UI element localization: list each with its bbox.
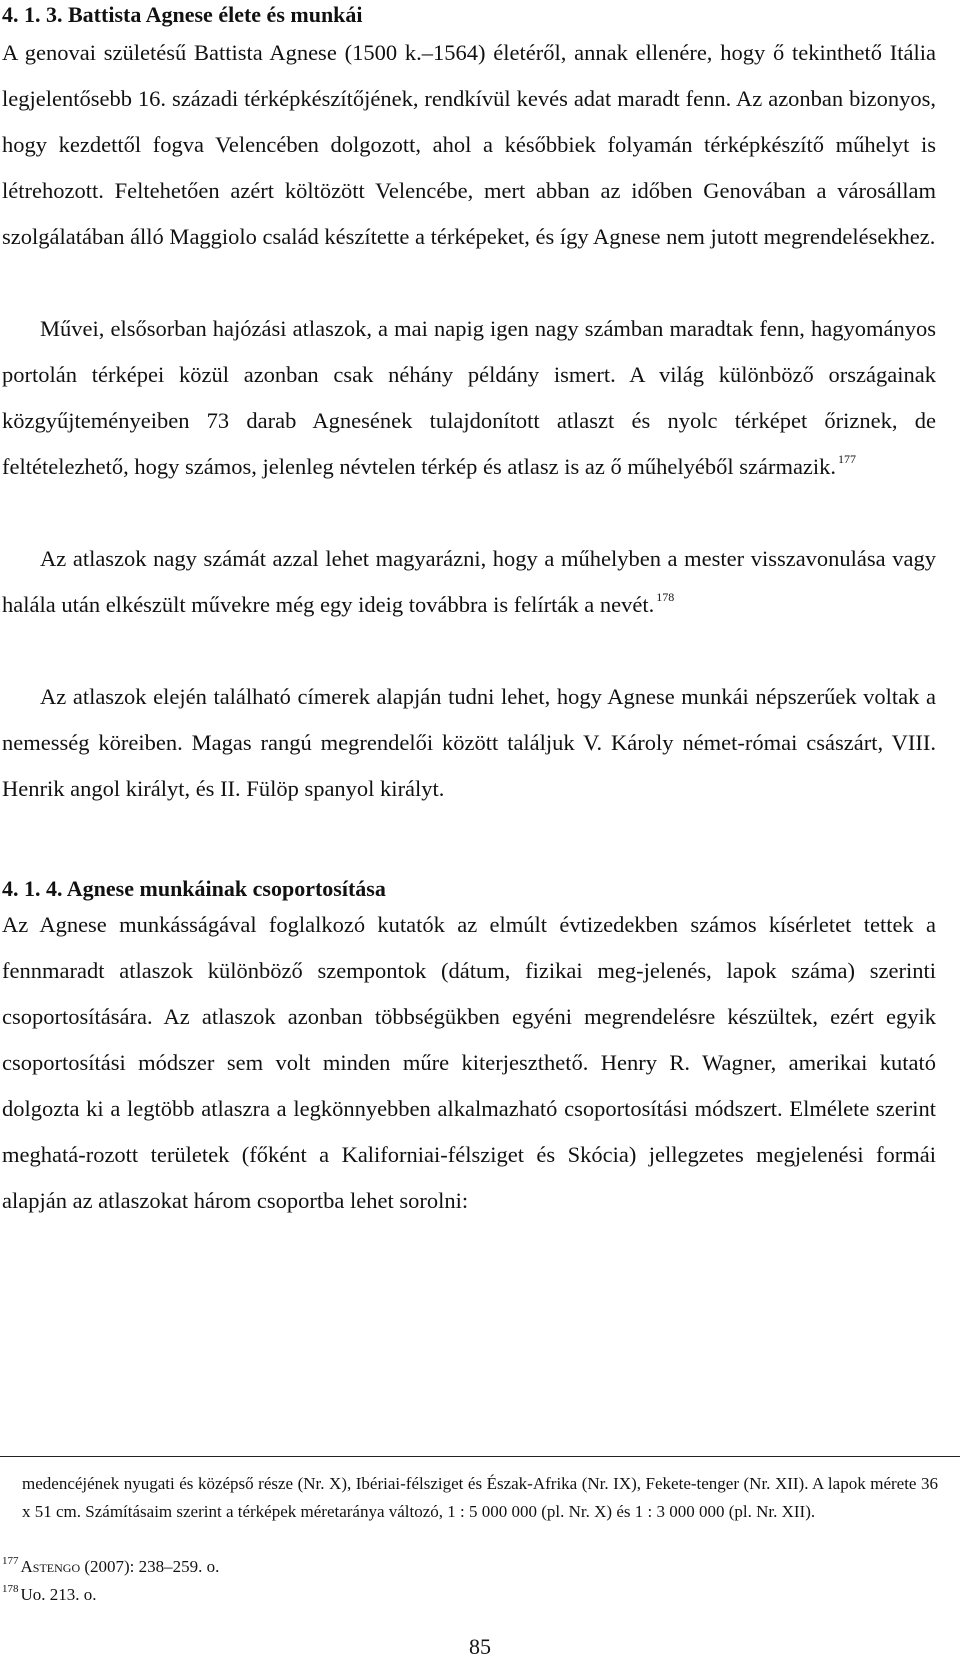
footnote-continued: medencéjének nyugati és középső része (Nr. X), Ibériai-félsziget és Észak-Afrika (Nr. IX), Fekete-tenger (Nr. XII). A lapok mérete 36 x 51 cm. Számításaim szerint a térképek méretaránya változó, 1 : 5 000 000 (pl. Nr. X) és 1 : 3 000 000 (pl. Nr. XII). bbox=[22, 1474, 938, 1521]
footnote-177-text: (2007): 238–259. o. bbox=[80, 1557, 220, 1576]
section-heading-4-1-3: 4. 1. 3. Battista Agnese élete és munkái bbox=[2, 2, 363, 27]
footnote-ref-178: 178 bbox=[656, 590, 675, 604]
paragraph-grouping: Az Agnese munkásságával foglalkozó kutatók az elmúlt évtizedekben számos kísérletet tettek a fennmaradt atlaszok különböző szempontok (dátum, fizikai meg-jelenés, lapok száma) szerinti csoportosítására. Az atlaszok azonban többségükben egyéni megrendelésre készültek, ezért egyik csoportosítási módszer sem volt minden műre kiterjeszthető. Henry R. Wagner, amerikai kutató dolgozta ki a legtöbb atlaszra a legkönnyebben alkalmazható csoportosítási módszert. Elmélete szerint meghatá-rozott területek (főként a Kaliforniai-félsziget és Skócia) jellegzetes megjelenési formái alapján az atlaszokat három csoportba lehet sorolni: bbox=[2, 912, 936, 1213]
section-heading-number: 4. 1. 4. bbox=[2, 876, 67, 901]
footnote-ref-177: 177 bbox=[838, 452, 857, 466]
section-heading-title: Agnese munkáinak csoportosítása bbox=[66, 876, 386, 901]
paragraph-atlas-count-text: Az atlaszok nagy számát azzal lehet magyarázni, hogy a műhelyben a mester visszavonulása vagy halála után elkészült művekre még egy ideig továbbra is felírták a nevét. bbox=[2, 546, 936, 617]
footnote-178-mark: 178 bbox=[2, 1583, 19, 1595]
footnote-177-mark: 177 bbox=[2, 1555, 19, 1567]
footnote-178 bbox=[2, 1581, 97, 1609]
footnote-178-text: Uo. 213. o. bbox=[20, 1585, 97, 1604]
paragraph-agnese-life: A genovai születésű Battista Agnese (1500 k.–1564) életéről, annak ellenére, hogy ő tekinthető Itália legjelentősebb 16. századi térképkészítőjének, rendkívül kevés adat maradt fenn. Az azonban bizonyos, hogy kezdettől fogva Velencében dolgozott, ahol a későbbiek folyamán térképkészítő műhelyt is létrehozott. Feltehetően azért költözött Velencébe, mert abban az időben Genovában a városállam szolgálatában álló Maggiolo család készítette a térképeket, és így Agnese nem jutott megrendelésekhez. bbox=[2, 40, 936, 249]
paragraph-agnese-works bbox=[2, 306, 936, 490]
paragraph-agnese-works-text: Művei, elsősorban hajózási atlaszok, a mai napig igen nagy számban maradtak fenn, hagyományos portolán térképei közül azonban csak néhány példány ismert. A világ különböző országainak közgyűjteményeiben 73 darab Agnesének tulajdonított atlaszt és nyolc térképet őriznek, de feltételezhető, hogy számos, jelenleg névtelen térkép és atlasz is az ő műhelyéből származik. bbox=[2, 316, 936, 479]
footnote-177 bbox=[2, 1553, 219, 1581]
page-number: 85 bbox=[469, 1634, 491, 1659]
footnote-177-author: Astengo bbox=[20, 1557, 81, 1576]
section-heading-4-1-4 bbox=[2, 876, 386, 902]
paragraph-atlas-count bbox=[2, 536, 936, 628]
footnote-separator bbox=[0, 1456, 960, 1457]
paragraph-coats-of-arms: Az atlaszok elején található címerek alapján tudni lehet, hogy Agnese munkái népszerűek voltak a nemesség köreiben. Magas rangú megrendelői között találjuk V. Károly német-római császárt, VIII. Henrik angol királyt, és II. Fülöp spanyol királyt. bbox=[2, 684, 936, 801]
